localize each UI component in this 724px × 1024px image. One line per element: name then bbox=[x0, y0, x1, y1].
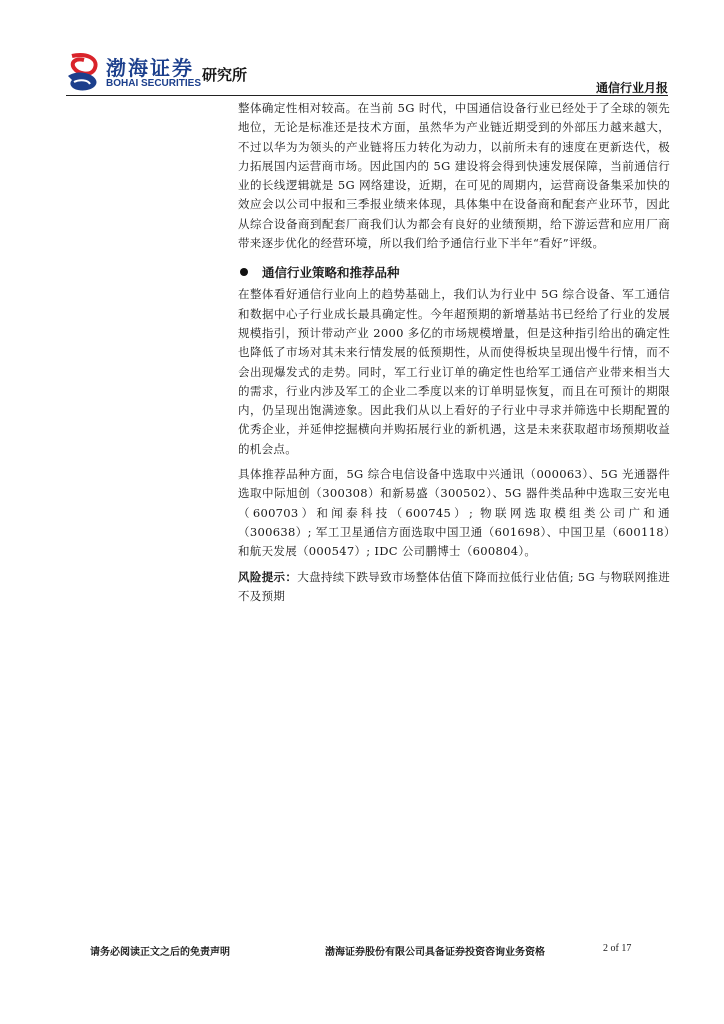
brand-name-cn: 渤海证券 bbox=[106, 56, 194, 80]
report-type: 通信行业月报 bbox=[595, 81, 668, 95]
section-heading bbox=[238, 263, 670, 281]
bullet-icon bbox=[240, 268, 248, 276]
risk-text: 大盘持续下跌导致市场整体估值下降而拉低行业估值; 5G 与物联网推进不及预期 bbox=[238, 569, 670, 603]
paragraph-risk bbox=[238, 568, 670, 607]
company-logo bbox=[66, 50, 256, 98]
institute-name: 研究所 bbox=[202, 66, 248, 84]
report-body bbox=[238, 99, 670, 606]
footer-disclaimer: 请务必阅读正文之后的免责声明 bbox=[90, 947, 230, 958]
risk-label: 风险提示： bbox=[238, 569, 298, 584]
paragraph-outlook: 整体确定性相对较高。在当前 5G 时代，中国通信设备行业已经处于了全球的领先地位，无论是标准还是技术方面，虽然华为产业链近期受到的外部压力越来越大，不过以华为为领头的产业链将压力转化为动力，以前所未有的速度在更新迭代，极力拓展国内运营商市场。因此国内的 5G 建设将会得到快速发展保障，当前通信行业的长线逻辑就是 5G 网络建设，近期，在可见的周期内，运营商设备集采加快的效应会以公司中报和三季报业绩来体现，具体集中在设备商和配套产业环节，因此从综合设备商到配套厂商我们认为都会有良好的业绩预期，给下游运营和应用厂商带来逐步优化的经营环境，所以我们给予通信行业下半年“看好”评级。 bbox=[238, 101, 670, 251]
header-divider bbox=[66, 95, 668, 96]
paragraph-strategy: 在整体看好通信行业向上的趋势基础上，我们认为行业中 5G 综合设备、军工通信和数据中心子行业成长最具确定性。今年超预期的新增基站书已经给了行业的发展规模指引，预计带动产业 2000 多亿的市场规模增量，但是这种指引给出的确定性也降低了市场对其未来行情发展的低预期性，从而使得板块呈现出慢牛行情，而不会出现爆发式的走势。同时，军工行业订单的确定性也给军工通信产业带来相当大的需求，行业内涉及军工的企业二季度以来的订单明显恢复，而且在可预计的期限内，仍呈现出饱满迹象。因此我们从以上看好的子行业中寻求并筛选中长期配置的优秀企业，并延伸挖掘横向并购拓展行业的新机遇，这是未来获取超市场预期收益的机会点。 bbox=[238, 287, 670, 456]
footer-qualification: 渤海证券股份有限公司具备证券投资咨询业务资格 bbox=[325, 947, 545, 958]
section-title: 通信行业策略和推荐品种 bbox=[262, 265, 400, 281]
bohai-logo-icon bbox=[66, 52, 102, 92]
page-number: 2 of 17 bbox=[603, 943, 632, 954]
brand-name-en: BOHAI SECURITIES bbox=[106, 78, 202, 89]
paragraph-recommendations: 具体推荐品种方面，5G 综合电信设备中选取中兴通讯（000063）、5G 光通器件选取中际旭创（300308）和新易盛（300502）、5G 器件类品种中选取三安光电（600703）和闻泰科技（600745）; 物联网选取模组类公司广和通（300638）; 军工卫星通信方面选取中国卫通（601698）、中国卫星（600118）和航天发展（000547）; IDC 公司鹏博士（600804）。 bbox=[238, 467, 670, 559]
